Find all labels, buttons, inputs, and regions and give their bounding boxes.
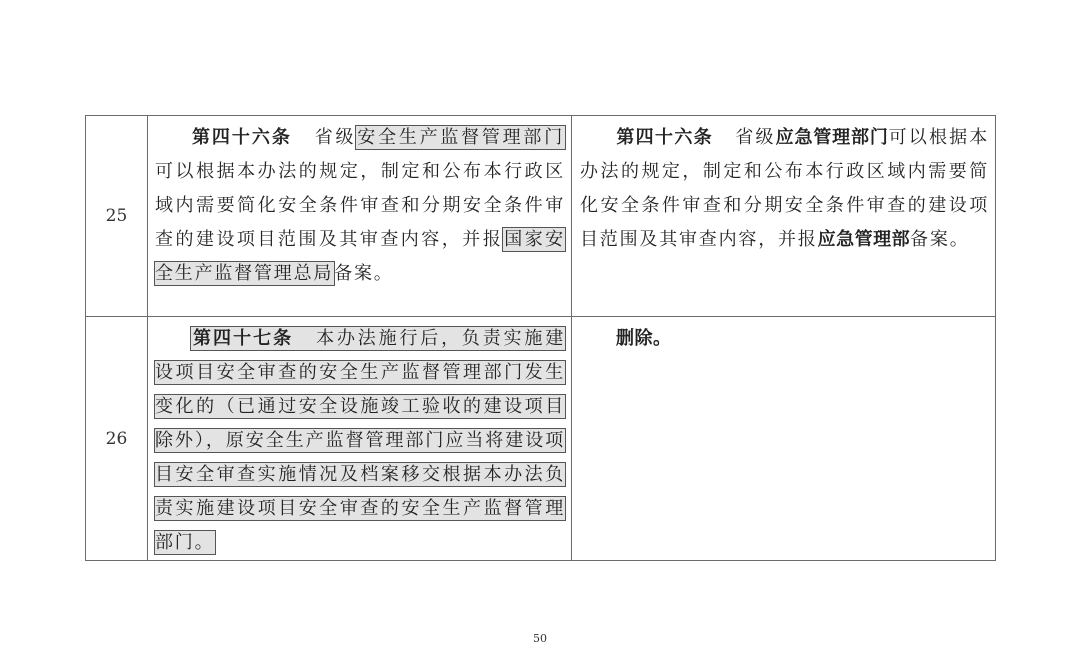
- original-article-47: [148, 317, 571, 560]
- revised-text-cell: [572, 116, 996, 317]
- clause-text: 备案。: [910, 229, 970, 250]
- clause-text: 备案。: [334, 263, 394, 284]
- article-heading: 第四十六条: [191, 127, 292, 148]
- revised-article-46: [572, 116, 995, 257]
- revised-phrase: 应急管理部门: [775, 127, 889, 148]
- row-number: 26: [86, 317, 148, 561]
- clause-text: 可以根据本办法的规定，制定和公布本行政区域内需要简化安全条件审查和分期安全条件审查的建设项目范围及其审查内容，并报: [580, 127, 990, 250]
- page-number: 50: [533, 632, 547, 645]
- revised-phrase: 应急管理部: [817, 229, 911, 250]
- original-text-cell: [148, 317, 572, 561]
- clause-text: 省级: [313, 127, 357, 148]
- table-row: [86, 116, 996, 317]
- highlighted-phrase: 安全生产监督管理部门: [357, 127, 564, 148]
- revised-text-cell: [572, 317, 996, 561]
- clause-text: 省级: [735, 127, 776, 148]
- original-article-46: [148, 116, 571, 291]
- clause-text: 可以根据本办法的规定，制定和公布本行政区域内需要简化安全条件审查和分期安全条件审查的建设项目范围及其审查内容，并报: [155, 161, 565, 250]
- highlighted-phrase: 国家安全生产监督管理总局: [155, 229, 565, 284]
- revised-article-47: [572, 317, 995, 356]
- clause-text: 本办法施行后，负责实施建设项目安全审查的安全生产监督管理部门发生变化的（已通过安全设施竣工验收的建设项目除外），原安全生产监督管理部门应当将建设项目安全审查实施情况及档案移交根据本办法负责实施建设项目安全审查的安全生产监督管理部门。: [155, 328, 565, 553]
- table-row: [86, 317, 996, 561]
- comparison-table: [85, 115, 996, 561]
- article-heading: 第四十六条: [616, 127, 714, 148]
- deleted-note: 删除。: [616, 328, 672, 349]
- article-heading: 第四十七条: [192, 328, 294, 349]
- original-text-cell: [148, 116, 572, 317]
- row-number: 25: [86, 116, 148, 317]
